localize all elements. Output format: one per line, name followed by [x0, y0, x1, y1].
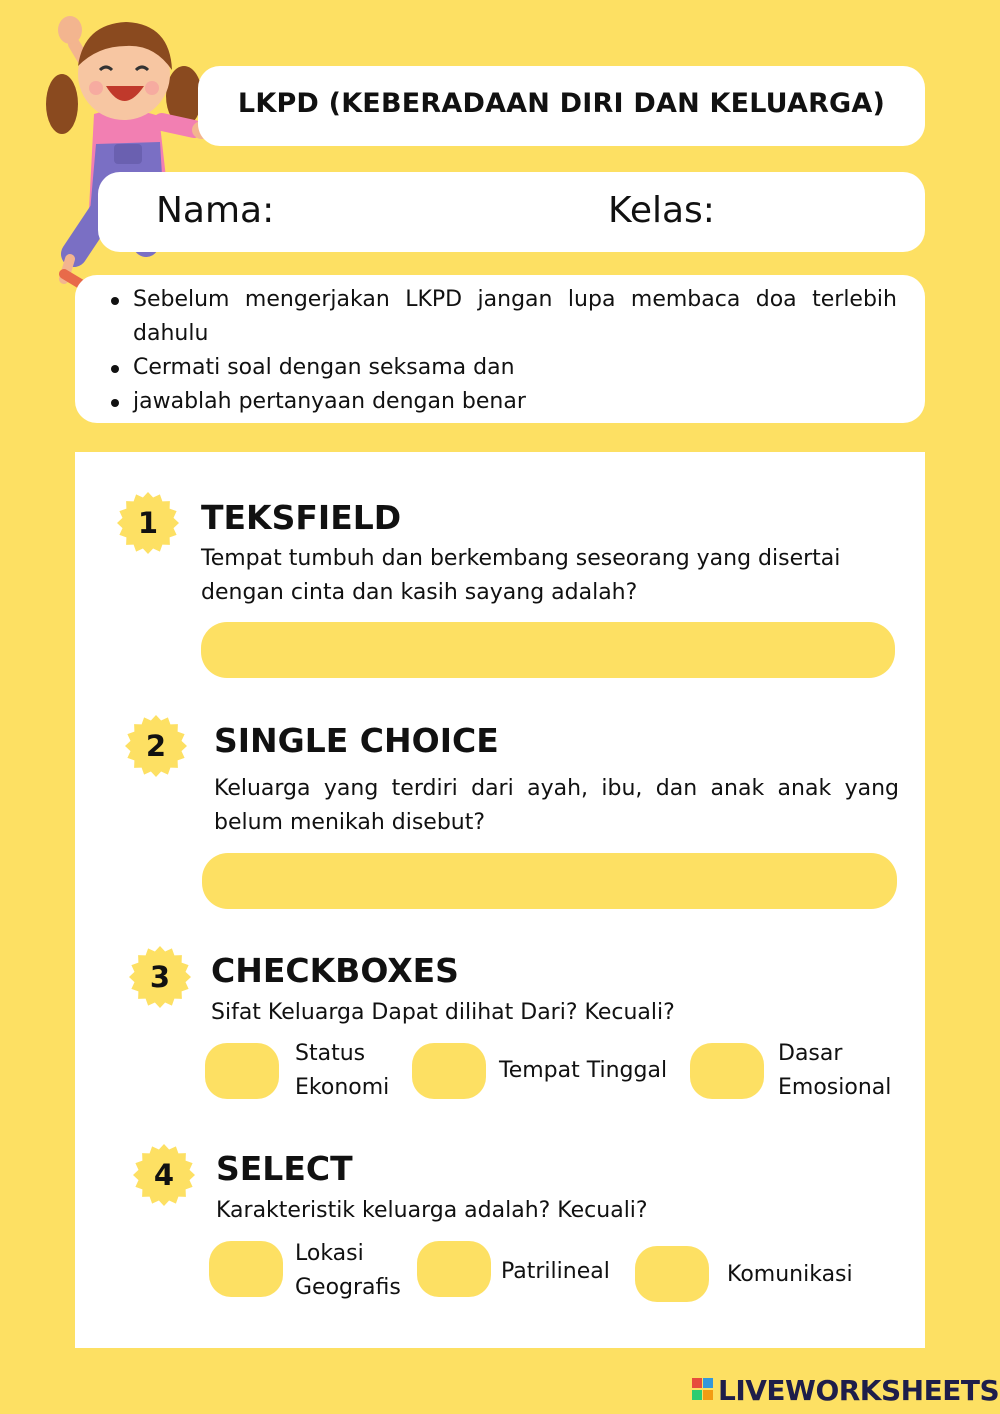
nama-label: Nama:	[156, 190, 275, 231]
option-label: Lokasi Geografis	[295, 1241, 401, 1300]
question-text: Keluarga yang terdiri dari ayah, ibu, dan anak anak yang belum menikah disebut?	[214, 776, 899, 835]
option-label: Patrilineal	[501, 1259, 610, 1284]
select-option[interactable]	[635, 1246, 709, 1302]
question-type-title: SINGLE CHOICE	[214, 721, 499, 760]
instruction-item: Cermati soal dengan seksama dan	[107, 351, 897, 385]
instructions-card	[75, 275, 925, 423]
question-type-title: CHECKBOXES	[211, 951, 459, 990]
question-number-badge	[133, 1144, 195, 1206]
question-number: 3	[149, 960, 171, 994]
page-title: LKPD (KEBERADAAN DIRI DAN KELUARGA)	[237, 88, 886, 119]
option-label: Tempat Tinggal	[499, 1058, 668, 1083]
question-type-title: SELECT	[216, 1149, 353, 1188]
question-number: 1	[137, 506, 159, 540]
question-type-title: TEKSFIELD	[201, 498, 402, 537]
checkbox-option[interactable]	[205, 1043, 279, 1099]
question-number-badge	[125, 715, 187, 777]
question-number: 4	[153, 1158, 175, 1192]
question-number-badge	[117, 492, 179, 554]
question-text: Tempat tumbuh dan berkembang seseorang yang disertai dengan cinta dan kasih sayang adalah?	[201, 546, 841, 605]
questions-card	[75, 452, 925, 1348]
question-text: Karakteristik keluarga adalah? Kecuali?	[216, 1198, 648, 1223]
logo-text: LIVEWORKSHEETS	[718, 1374, 1000, 1407]
instruction-item: jawablah pertanyaan dengan benar	[107, 385, 897, 419]
answer-choice-field[interactable]	[202, 853, 897, 909]
question-text: Sifat Keluarga Dapat dilihat Dari? Kecuali?	[211, 1000, 675, 1025]
checkbox-option[interactable]	[412, 1043, 486, 1099]
option-label: Komunikasi	[727, 1262, 853, 1287]
option-label: Dasar Emosional	[778, 1041, 892, 1100]
instructions-list	[107, 283, 897, 419]
checkbox-option[interactable]	[690, 1043, 764, 1099]
select-option[interactable]	[417, 1241, 491, 1297]
kelas-label: Kelas:	[608, 190, 715, 231]
student-info-card	[98, 172, 925, 252]
question-number-badge	[129, 946, 191, 1008]
instruction-item: Sebelum mengerjakan LKPD jangan lupa membaca doa terlebih dahulu	[107, 283, 897, 351]
option-label: Status Ekonomi	[295, 1041, 390, 1100]
answer-text-field[interactable]	[201, 622, 895, 678]
liveworksheets-logo-icon	[692, 1378, 714, 1402]
question-number: 2	[145, 729, 167, 763]
title-card	[198, 66, 925, 146]
select-option[interactable]	[209, 1241, 283, 1297]
